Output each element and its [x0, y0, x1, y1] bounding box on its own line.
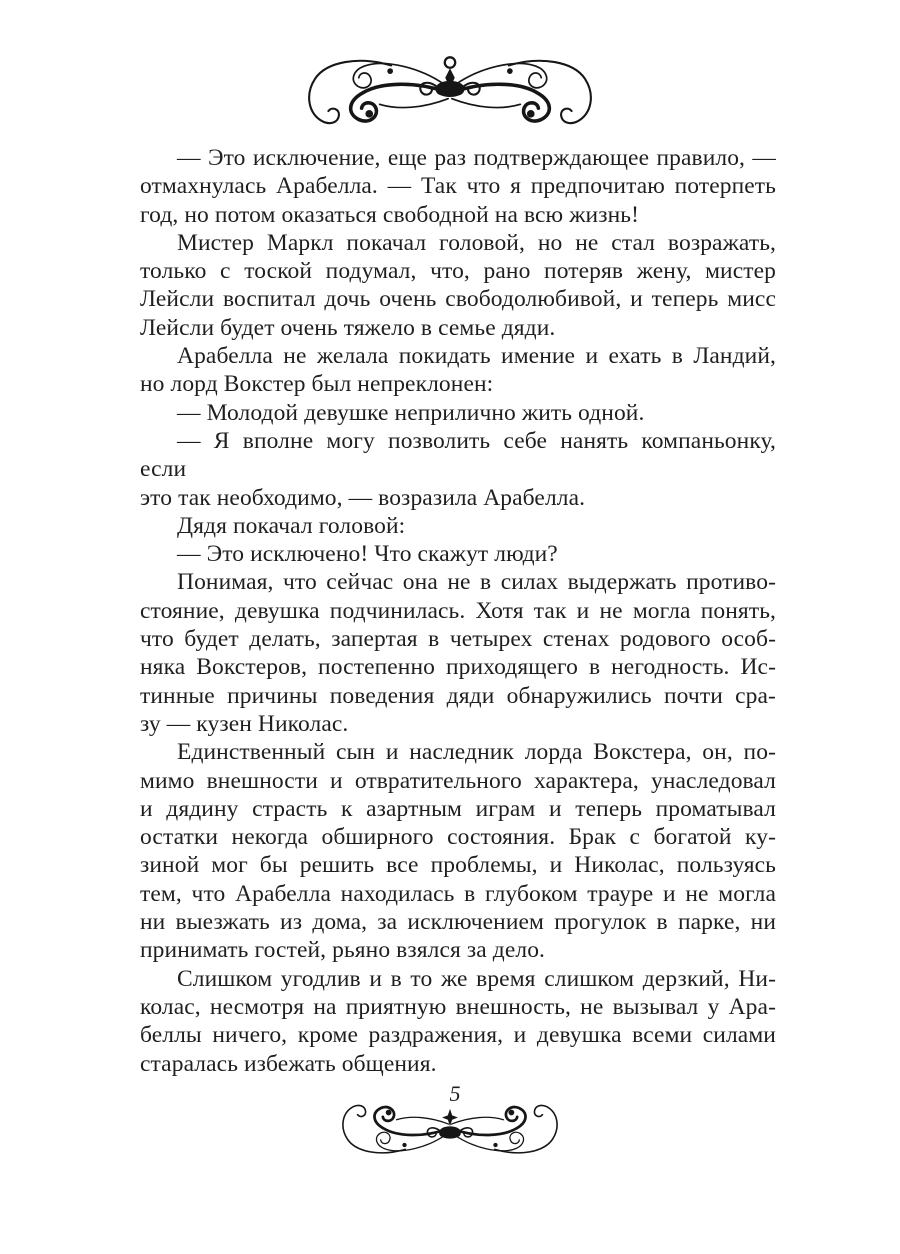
- text-line: Лейсли воспитал дочь очень свободолюбивой, и теперь мисс: [140, 286, 776, 313]
- text-line: что будет делать, запертая в четырех стенах родового особ-: [140, 626, 776, 653]
- text-line: ни выезжать из дома, за исключением прогулок в парке, ни: [140, 909, 776, 936]
- text-line: Арабелла не желала покидать имение и ехать в Ландий,: [177, 343, 776, 370]
- text-line: зиной мог бы решить все проблемы, и Николас, пользуясь: [140, 852, 776, 879]
- text-line: — Это исключение, еще раз подтверждающее правило, —: [177, 145, 776, 171]
- text-line: Дядя покачал головой:: [177, 512, 406, 539]
- paragraph: [140, 540, 776, 568]
- text-line: Мистер Маркл покачал головой, но не стал возражать,: [177, 229, 776, 256]
- text-line: стояние, девушка подчинилась. Хотя так и не могла понять,: [140, 597, 776, 624]
- text-line: тем, что Арабелла находилась в глубоком трауре и не могла: [140, 880, 776, 907]
- paragraph: [140, 399, 776, 427]
- text-line: колас, несмотря на приятную внешность, не вызывал у Ара-: [140, 993, 776, 1020]
- text-line: год, но потом оказаться свободной на всю жизнь!: [140, 201, 640, 228]
- text-line: Единственный сын и наследник лорда Вокстера, он, по-: [177, 739, 776, 766]
- page-footer: [279, 1082, 621, 1173]
- text-line: отмахнулась Арабелла. — Так что я предпочитаю потерпеть: [140, 173, 776, 200]
- paragraph: [140, 229, 776, 342]
- text-line: — Это исключено! Что скажут люди?: [177, 541, 558, 568]
- paragraph: [140, 144, 776, 229]
- text-line: но лорд Вокстер был непреклонен:: [140, 371, 494, 398]
- text-line: няка Вокстеров, постепенно приходящего в негодность. Ис-: [140, 654, 776, 681]
- paragraph: [140, 965, 776, 1078]
- text-line: мимо внешности и отвратительного характера, унаследовал: [140, 767, 776, 794]
- text-line: Слишком угодлив и в то же время слишком дерзкий, Ни-: [177, 965, 776, 992]
- page-text: [140, 144, 776, 1078]
- paragraph: [140, 512, 776, 540]
- text-line: старалась избежать общения.: [140, 1050, 437, 1077]
- text-line: остатки некогда обширного состояния. Брак с богатой ку-: [140, 824, 776, 851]
- text-line: принимать гостей, рьяно взялся за дело.: [140, 937, 546, 964]
- text-line: это так необходимо, — возразила Арабелла.: [140, 484, 586, 511]
- text-line: Понимая, что сейчас она не в силах выдержать противо-: [177, 569, 776, 596]
- text-line: — Молодой девушке неприлично жить одной.: [177, 399, 645, 426]
- text-line: — Я вполне могу позволить себе нанять компаньонку, если: [140, 427, 776, 483]
- top-flourish-ornament-icon: [279, 54, 621, 130]
- paragraph: [140, 738, 776, 964]
- text-line: зу — кузен Николас.: [140, 710, 349, 737]
- paragraph: [140, 568, 776, 738]
- paragraph: [140, 342, 776, 399]
- paragraph: [140, 427, 776, 512]
- text-line: Лейсли будет очень тяжело в семье дяди.: [140, 314, 556, 341]
- text-line: беллы ничего, кроме раздражения, и девушка всеми силами: [140, 1022, 776, 1049]
- page-number: 5: [449, 1080, 461, 1106]
- text-line: только с тоской подумал, что, рано потеряв жену, мистер: [140, 258, 776, 285]
- text-line: и дядину страсть к азартным играм и теперь проматывал: [140, 795, 776, 822]
- text-line: тинные причины поведения дяди обнаружились почти сра-: [140, 682, 776, 709]
